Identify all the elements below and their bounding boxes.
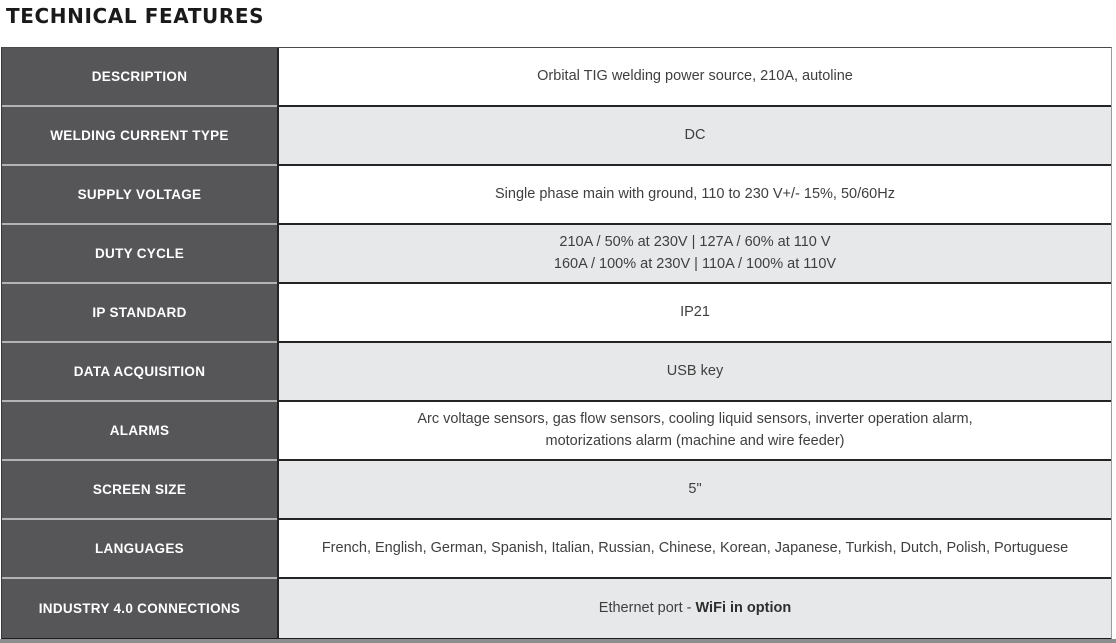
table-row [2,166,1111,225]
row-value [277,343,1111,402]
value-text-bold: WiFi in option [695,599,792,616]
value-text-normal: Ethernet port - [598,599,696,616]
value-line: 5" [688,480,702,497]
value-line: 210A / 50% at 230V | 127A / 60% at 110 V [559,234,831,251]
row-label: IP STANDARD [2,284,277,343]
value-line: motorizations alarm (machine and wire feeder) [545,432,845,449]
row-value [277,579,1111,638]
value-line: French, English, German, Spanish, Italian, Russian, Chinese, Korean, Japanese, Turkish, Dutch, Polish, Portuguese [321,539,1069,556]
table-row [2,225,1111,284]
table-row [2,461,1111,520]
value-line: Single phase main with ground, 110 to 230 V+/- 15%, 50/60Hz [495,185,895,202]
row-value [277,402,1111,461]
table-row [2,343,1111,402]
row-value [277,107,1111,166]
page-title: TECHNICAL FEATURES [6,4,265,28]
table-bottom-shadow [0,639,1116,643]
row-label: DESCRIPTION [2,48,277,107]
row-label: DUTY CYCLE [2,225,277,284]
value-line: 160A / 100% at 230V | 110A / 100% at 110V [553,255,837,272]
value-line: Orbital TIG welding power source, 210A, autoline [537,67,853,84]
row-value [277,166,1111,225]
value-line: IP21 [680,303,710,320]
technical-features-table [1,47,1112,640]
value-line: Arc voltage sensors, gas flow sensors, cooling liquid sensors, inverter operation alarm, [417,411,973,428]
row-value [277,284,1111,343]
table-row [2,402,1111,461]
row-value [277,520,1111,579]
value-line: DC [684,126,706,143]
table-row [2,48,1111,107]
row-label: INDUSTRY 4.0 CONNECTIONS [2,579,277,638]
row-value [277,48,1111,107]
row-label: SUPPLY VOLTAGE [2,166,277,225]
table-row [2,520,1111,579]
row-value [277,225,1111,284]
row-label: LANGUAGES [2,520,277,579]
row-label: ALARMS [2,402,277,461]
row-value [277,461,1111,520]
row-label: DATA ACQUISITION [2,343,277,402]
row-label: WELDING CURRENT TYPE [2,107,277,166]
value-line: USB key [666,362,724,379]
table-row [2,579,1111,638]
table-row [2,107,1111,166]
table-row [2,284,1111,343]
value-line [599,598,791,619]
row-label: SCREEN SIZE [2,461,277,520]
